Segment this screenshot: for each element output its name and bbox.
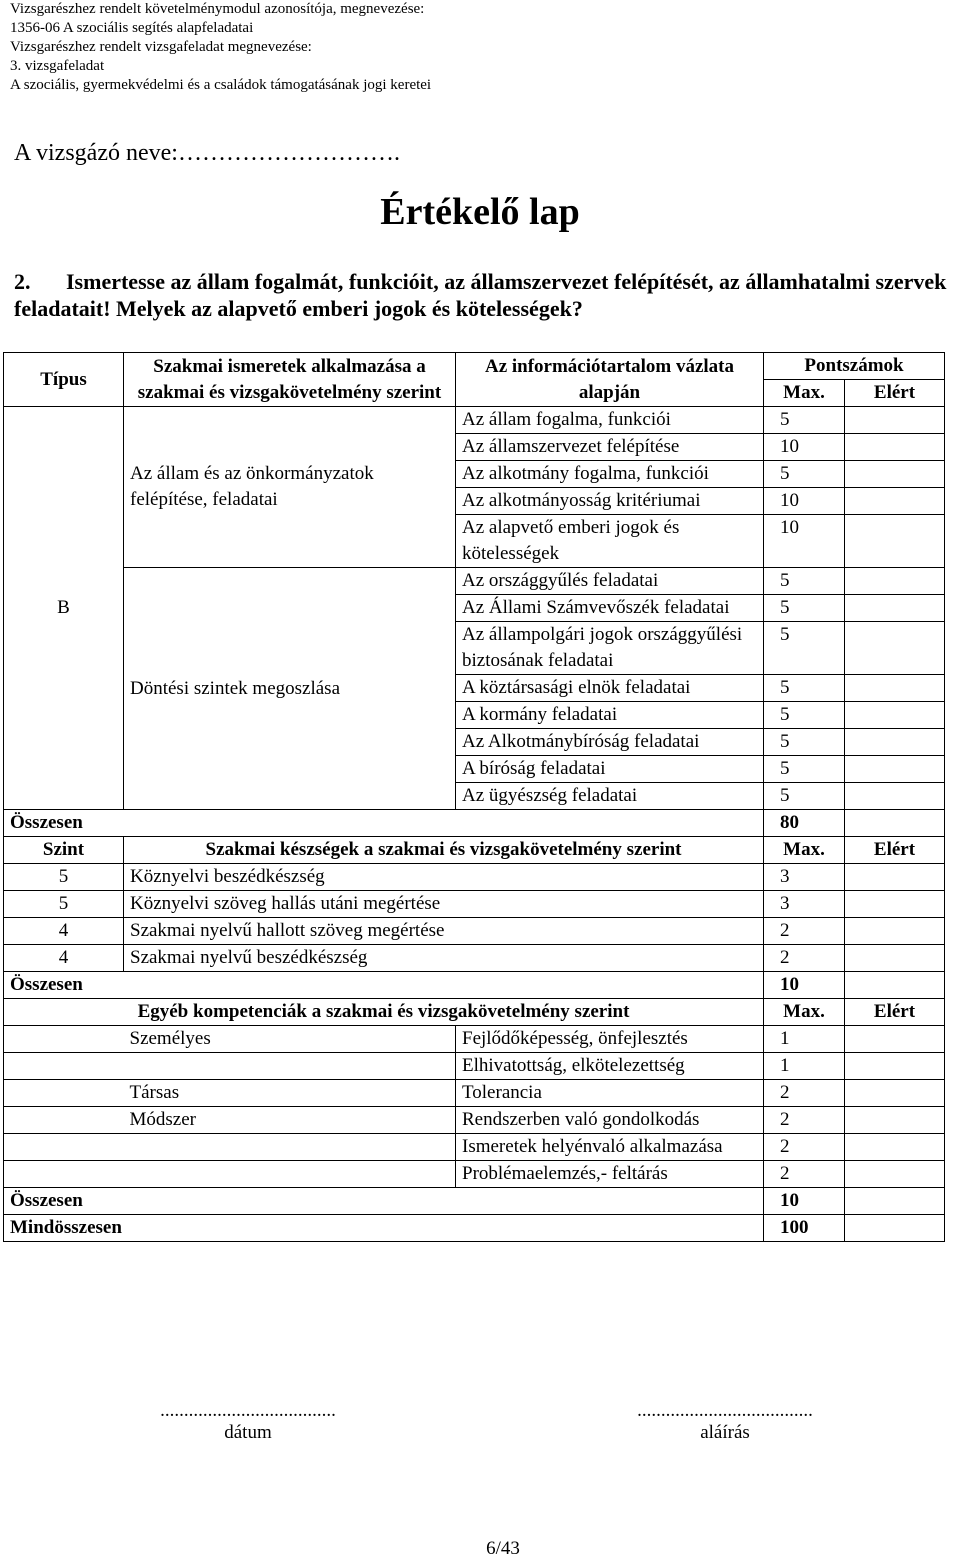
item-label: Tolerancia xyxy=(456,1080,764,1107)
evaluation-table xyxy=(3,352,945,1242)
date-label: dátum xyxy=(224,1422,272,1443)
elert-cell[interactable] xyxy=(845,515,945,568)
max-value: 3 xyxy=(764,864,845,891)
skill-label: Szakmai nyelvű beszédkészség xyxy=(124,945,764,972)
item-label: A köztársasági elnök feladatai xyxy=(456,675,764,702)
category-label xyxy=(124,1053,456,1080)
grand-total-max: 100 xyxy=(764,1215,845,1242)
item-label: Az állampolgári jogok országgyűlési biztosának feladatai xyxy=(456,622,764,675)
skill-label: Köznyelvi beszédkészség xyxy=(124,864,764,891)
skill-label: Szakmai nyelvű hallott szöveg megértése xyxy=(124,918,764,945)
date-dots: ..................................... xyxy=(160,1400,336,1421)
max-value: 10 xyxy=(764,434,845,461)
elert-cell[interactable] xyxy=(845,407,945,434)
page-number: 6/43 xyxy=(486,1538,520,1559)
section-header-row xyxy=(4,999,945,1026)
max-value: 2 xyxy=(764,945,845,972)
elert-cell[interactable] xyxy=(845,891,945,918)
table-row xyxy=(4,918,945,945)
item-label: Az állam fogalma, funkciói xyxy=(456,407,764,434)
total-label: Összesen xyxy=(4,1188,764,1215)
table-row xyxy=(4,864,945,891)
item-label: Problémaelemzés,- feltárás xyxy=(456,1161,764,1188)
grand-total-label: Mindösszesen xyxy=(4,1215,764,1242)
category-label: Módszer xyxy=(124,1107,456,1134)
elert-cell[interactable] xyxy=(845,675,945,702)
date-field[interactable] xyxy=(98,1400,398,1444)
col-info: Az információtartalom vázlata alapján xyxy=(456,353,764,407)
max-value: 2 xyxy=(764,918,845,945)
elert-cell[interactable] xyxy=(845,972,945,999)
elert-cell[interactable] xyxy=(845,783,945,810)
question-text: Ismertesse az állam fogalmát, funkcióit, az államszervezet felépítését, az államhatalmi szervek feladatait! Melyek az alapvető emberi jogok és kötelességek? xyxy=(14,269,947,321)
col-szakmai: Szakmai ismeretek alkalmazása a szakmai és vizsgakövetelmény szerint xyxy=(124,353,456,407)
level-value: 4 xyxy=(4,918,124,945)
col-max: Max. xyxy=(764,837,845,864)
header-line: 3. vizsgafeladat xyxy=(10,58,105,74)
signature-dots: ..................................... xyxy=(637,1400,813,1421)
max-value: 5 xyxy=(764,461,845,488)
max-value: 10 xyxy=(764,515,845,568)
total-label: Összesen xyxy=(4,972,764,999)
elert-cell[interactable] xyxy=(845,1107,945,1134)
signature-label: aláírás xyxy=(700,1422,750,1443)
max-value: 5 xyxy=(764,702,845,729)
max-value: 3 xyxy=(764,891,845,918)
item-label: Az alapvető emberi jogok és kötelességek xyxy=(456,515,764,568)
col-elert: Elért xyxy=(845,999,945,1026)
category-label: Személyes xyxy=(124,1026,456,1053)
elert-cell[interactable] xyxy=(845,434,945,461)
total-row xyxy=(4,972,945,999)
elert-cell[interactable] xyxy=(845,488,945,515)
elert-cell[interactable] xyxy=(845,810,945,837)
max-value: 2 xyxy=(764,1161,845,1188)
table-row xyxy=(4,1161,945,1188)
max-value: 5 xyxy=(764,783,845,810)
elert-cell[interactable] xyxy=(845,1188,945,1215)
elert-cell[interactable] xyxy=(845,918,945,945)
elert-cell[interactable] xyxy=(845,595,945,622)
item-label: Elhivatottság, elkötelezettség xyxy=(456,1053,764,1080)
table-row xyxy=(4,407,945,434)
group-label: Az állam és az önkormányzatok felépítése, feladatai xyxy=(124,407,456,568)
elert-cell[interactable] xyxy=(845,945,945,972)
question-number: 2. xyxy=(14,269,31,294)
table-row xyxy=(4,1107,945,1134)
max-value: 10 xyxy=(764,488,845,515)
level-value: 5 xyxy=(4,864,124,891)
max-value: 5 xyxy=(764,675,845,702)
item-label: Az ügyészség feladatai xyxy=(456,783,764,810)
type-value: B xyxy=(4,407,124,810)
max-value: 1 xyxy=(764,1026,845,1053)
elert-cell[interactable] xyxy=(845,1215,945,1242)
total-label: Összesen xyxy=(4,810,764,837)
grand-total-row xyxy=(4,1215,945,1242)
max-value: 2 xyxy=(764,1080,845,1107)
category-label: Társas xyxy=(124,1080,456,1107)
table-row xyxy=(4,891,945,918)
item-label: Az Állami Számvevőszék feladatai xyxy=(456,595,764,622)
col-szint: Szint xyxy=(4,837,124,864)
item-label: A kormány feladatai xyxy=(456,702,764,729)
elert-cell[interactable] xyxy=(845,702,945,729)
elert-cell[interactable] xyxy=(845,756,945,783)
elert-cell[interactable] xyxy=(845,864,945,891)
max-value: 5 xyxy=(764,756,845,783)
col-skill: Szakmai készségek a szakmai és vizsgakövetelmény szerint xyxy=(124,837,764,864)
max-value: 5 xyxy=(764,729,845,756)
elert-cell[interactable] xyxy=(845,729,945,756)
item-label: Fejlődőképesség, önfejlesztés xyxy=(456,1026,764,1053)
candidate-name-label: A vizsgázó neve:………………………. xyxy=(14,140,400,166)
col-elert: Elért xyxy=(845,837,945,864)
item-label: Az országgyűlés feladatai xyxy=(456,568,764,595)
header-line: A szociális, gyermekvédelmi és a családok támogatásának jogi keretei xyxy=(10,77,432,93)
elert-cell[interactable] xyxy=(845,1080,945,1107)
table-row xyxy=(4,945,945,972)
category-label xyxy=(124,1161,456,1188)
elert-cell[interactable] xyxy=(845,461,945,488)
question xyxy=(14,268,959,322)
level-value: 4 xyxy=(4,945,124,972)
max-value: 5 xyxy=(764,407,845,434)
table-row xyxy=(4,568,945,595)
elert-cell[interactable] xyxy=(845,568,945,595)
max-value: 2 xyxy=(764,1134,845,1161)
elert-cell[interactable] xyxy=(845,1026,945,1053)
level-value: 5 xyxy=(4,891,124,918)
col-pontszamok: Pontszámok xyxy=(764,353,945,380)
col-max: Max. xyxy=(764,999,845,1026)
table-row xyxy=(4,1026,945,1053)
table-row xyxy=(4,1134,945,1161)
total-row xyxy=(4,810,945,837)
item-label: Az Alkotmánybíróság feladatai xyxy=(456,729,764,756)
max-value: 2 xyxy=(764,1107,845,1134)
item-label: Az államszervezet felépítése xyxy=(456,434,764,461)
elert-cell[interactable] xyxy=(845,1053,945,1080)
total-max: 10 xyxy=(764,1188,845,1215)
skill-label: Köznyelvi szöveg hallás utáni megértése xyxy=(124,891,764,918)
item-label: Rendszerben való gondolkodás xyxy=(456,1107,764,1134)
group-label: Döntési szintek megoszlása xyxy=(124,568,456,810)
total-max: 10 xyxy=(764,972,845,999)
elert-cell[interactable] xyxy=(845,1134,945,1161)
col-elert: Elért xyxy=(845,380,945,407)
header-line: Vizsgarészhez rendelt vizsgafeladat megnevezése: xyxy=(10,39,312,55)
max-value: 1 xyxy=(764,1053,845,1080)
item-label: Az alkotmányosság kritériumai xyxy=(456,488,764,515)
total-row xyxy=(4,1188,945,1215)
item-label: Az alkotmány fogalma, funkciói xyxy=(456,461,764,488)
category-label xyxy=(124,1134,456,1161)
col-tipus: Típus xyxy=(4,353,124,407)
elert-cell[interactable] xyxy=(845,1161,945,1188)
section-header-row xyxy=(4,837,945,864)
header-line: Vizsgarészhez rendelt követelménymodul azonosítója, megnevezése: xyxy=(10,1,425,17)
item-label: Ismeretek helyénvaló alkalmazása xyxy=(456,1134,764,1161)
max-value: 5 xyxy=(764,595,845,622)
header-line: 1356-06 A szociális segítés alapfeladatai xyxy=(10,20,254,36)
col-max: Max. xyxy=(764,380,845,407)
table-row xyxy=(4,1053,945,1080)
document-header xyxy=(10,0,431,95)
signature-field[interactable] xyxy=(575,1400,875,1444)
total-max: 80 xyxy=(764,810,845,837)
page-title: Értékelő lap xyxy=(380,191,580,233)
item-label: A bíróság feladatai xyxy=(456,756,764,783)
max-value: 5 xyxy=(764,568,845,595)
max-value: 5 xyxy=(764,622,845,675)
col-competencies: Egyéb kompetenciák a szakmai és vizsgakövetelmény szerint xyxy=(4,999,764,1026)
elert-cell[interactable] xyxy=(845,622,945,675)
table-row xyxy=(4,1080,945,1107)
